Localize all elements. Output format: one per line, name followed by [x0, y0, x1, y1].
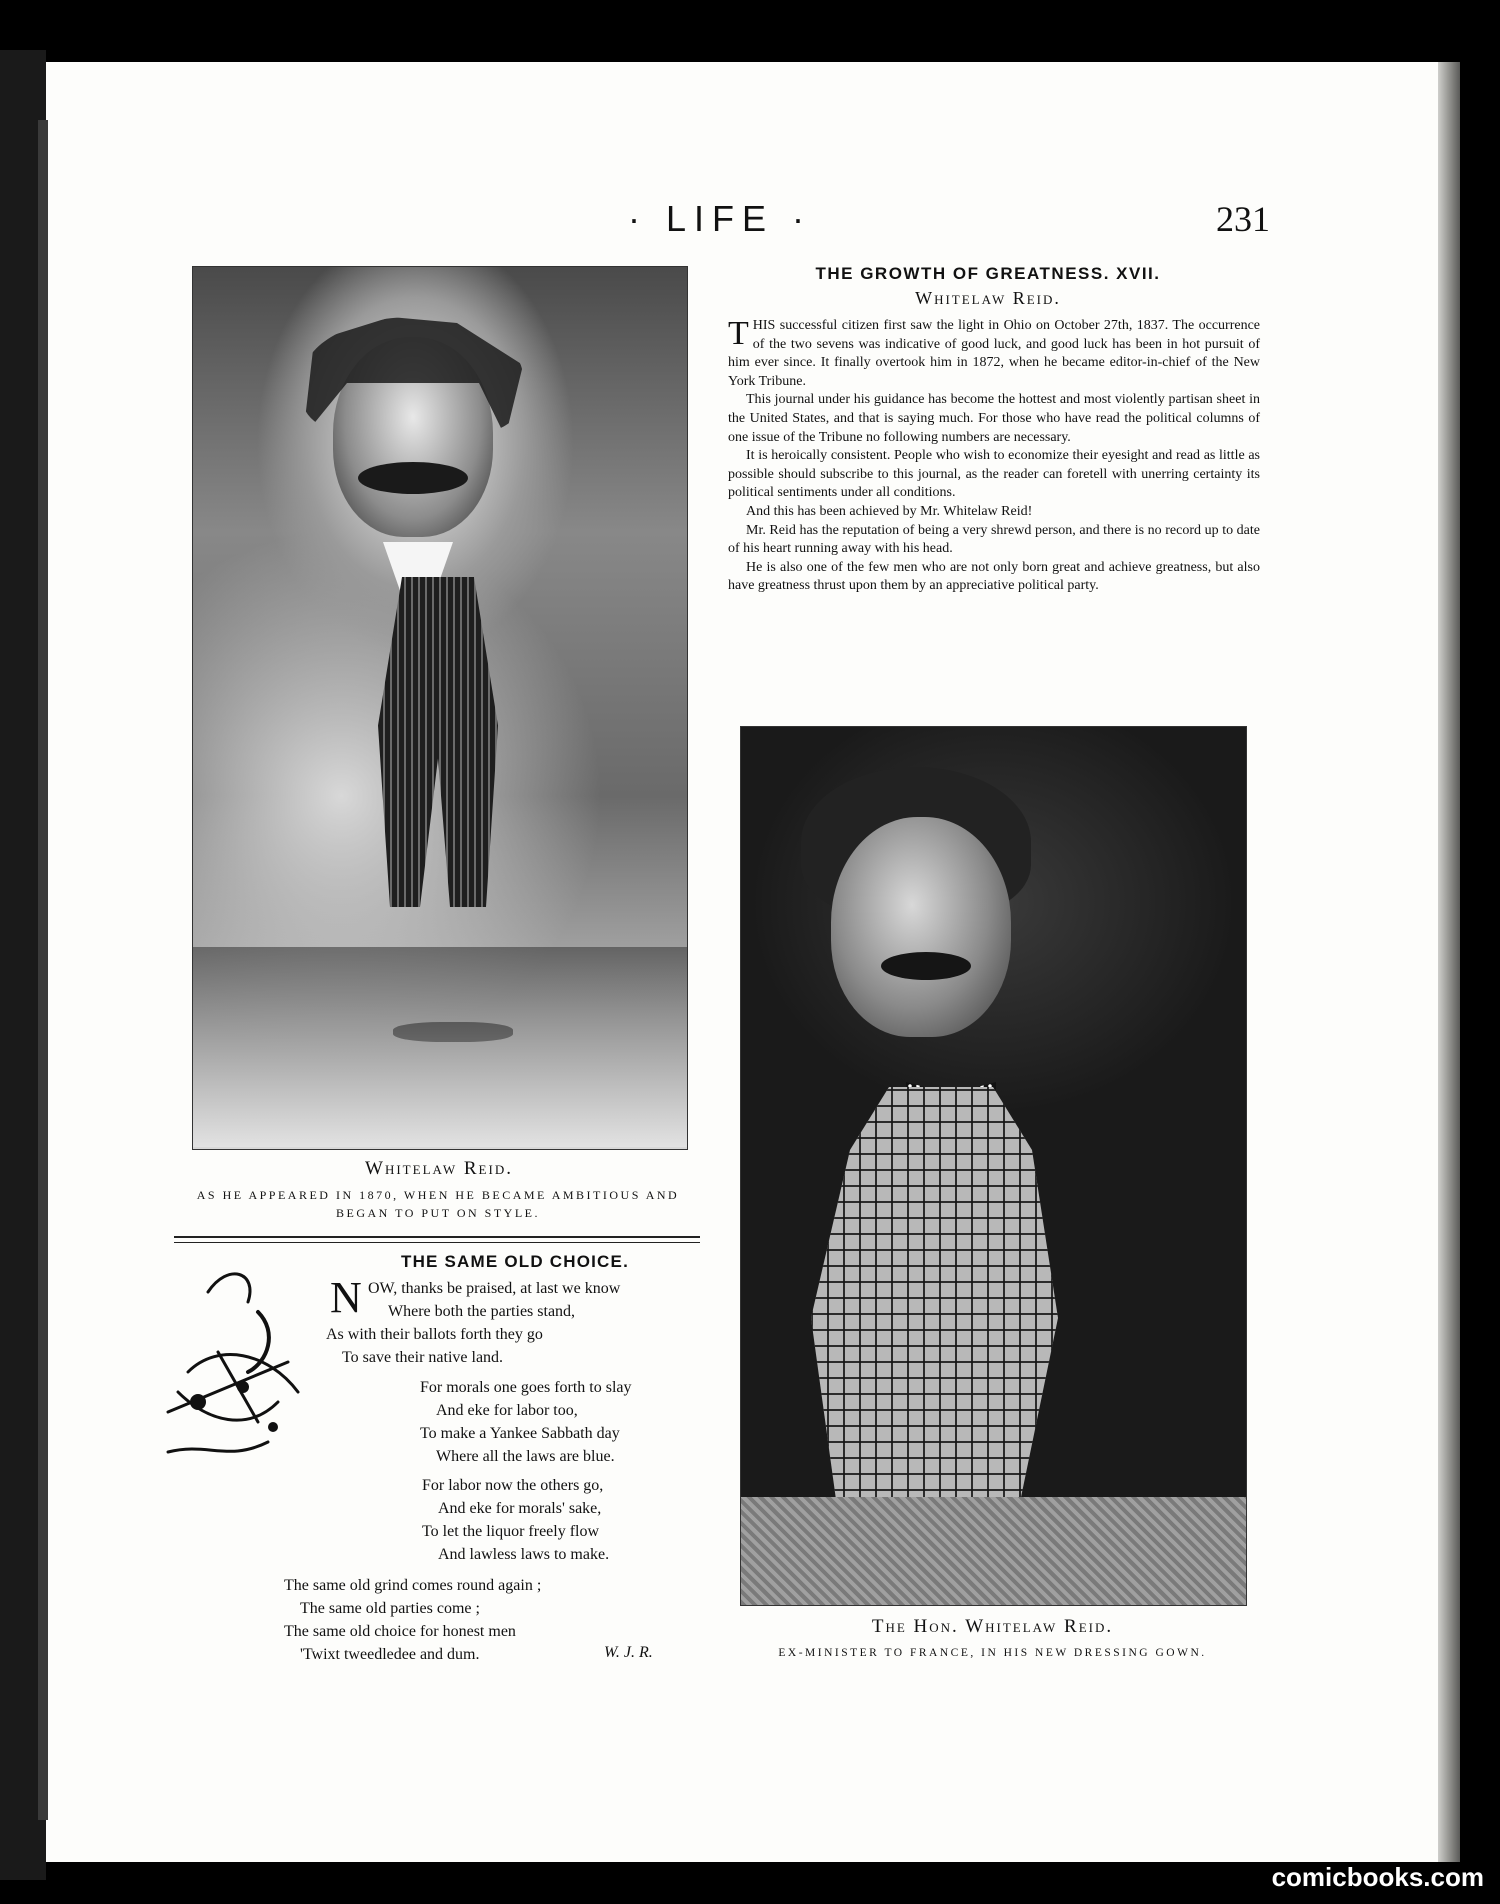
article-paragraph: And this has been achieved by Mr. Whitelaw Reid! [746, 503, 1033, 519]
photo-whitelaw-reid-standing [192, 266, 688, 1150]
poem-line: To save their native land. [342, 1349, 504, 1366]
poem-title: THE SAME OLD CHOICE. [400, 1252, 629, 1271]
article-body [728, 317, 1260, 596]
poem-line: For morals one goes forth to slay [420, 1379, 632, 1396]
right-photo-caption: EX-MINISTER TO FRANCE, IN HIS NEW DRESSING GOWN. [778, 1647, 1207, 1659]
article-title: THE GROWTH OF GREATNESS. XVII. [815, 264, 1161, 283]
poem-line: 'Twixt tweedledee and dum. [300, 1646, 480, 1663]
poem-line: And eke for labor too, [436, 1402, 578, 1419]
right-photo-title: The Hon. Whitelaw Reid. [871, 1616, 1114, 1637]
poem-dropcap: N [330, 1273, 362, 1322]
article-paragraph: This journal under his guidance has become the hottest and most violently partisan sheet in the United States, and that is saying much. For those who have read the political columns of one issue of the Tribune no following numbers are necessary. [728, 392, 1260, 445]
figure-mustache [358, 462, 468, 494]
poem-stanza-4 [284, 1574, 541, 1666]
poem-stanza-3 [422, 1474, 609, 1566]
poem-stanza-1 [326, 1273, 621, 1369]
masthead: · LIFE · [627, 198, 812, 239]
page-number: 231 [1216, 199, 1270, 239]
figure-plaid-gown [811, 1087, 1071, 1507]
poem-line: For labor now the others go, [422, 1477, 604, 1494]
page-header [0, 198, 1500, 244]
photo-whitelaw-reid-seated [740, 726, 1247, 1606]
poem-line: OW, thanks be praised, at last we know [368, 1280, 621, 1297]
article-dropcap: T [728, 315, 749, 352]
floor-rug [741, 1497, 1246, 1605]
poem-line: The same old parties come ; [300, 1600, 480, 1617]
poem-line: As with their ballots forth they go [326, 1326, 543, 1343]
poem-line: Where all the laws are blue. [436, 1448, 615, 1465]
article-paragraph: He is also one of the few men who are not only born great and achieve greatness, but also have greatness thrust upon them by an appreciative political party. [728, 559, 1260, 594]
article-subtitle: Whitelaw Reid. [915, 288, 1061, 308]
sketch-illustration [148, 1252, 328, 1552]
poem-line: To make a Yankee Sabbath day [420, 1425, 620, 1442]
article-paragraph: It is heroically consistent. People who wish to economize their eyesight and read as little as possible should subscribe to this journal, as the reader can foretell with unerring certainty its political sentiments under all conditions. [728, 448, 1260, 501]
figure-mustache [881, 952, 971, 980]
poem-author: W. J. R. [604, 1644, 653, 1661]
poem-stanza-2 [420, 1376, 632, 1468]
poem-line: Where both the parties stand, [388, 1303, 576, 1320]
section-divider [174, 1236, 700, 1243]
poem-line: The same old choice for honest men [284, 1623, 516, 1640]
watermark: comicbooks.com [1271, 1862, 1484, 1892]
article-paragraph: Mr. Reid has the reputation of being a very shrewd person, and there is no record up to date of his heart running away with his head. [728, 522, 1260, 557]
left-photo-caption-line2: BEGAN TO PUT ON STYLE. [335, 1206, 540, 1220]
figure-striped-suit [378, 577, 498, 907]
left-photo-caption-line1: AS HE APPEARED IN 1870, WHEN HE BECAME AMBITIOUS AND [196, 1188, 680, 1202]
page-spine [1438, 62, 1460, 1862]
poem-line: And lawless laws to make. [438, 1546, 610, 1563]
poem-line: The same old grind comes round again ; [284, 1577, 542, 1594]
ground [193, 947, 687, 1147]
figure-head [831, 817, 1011, 1037]
article-paragraph: THIS successful citizen first saw the light in Ohio on October 27th, 1837. The occurrence of the two sevens was indicative of good luck, and good luck has been in hot pursuit of him ever since. It finally overtook him in 1872, when he became editor-in-chief of the New York Tribune. [728, 315, 1260, 389]
left-photo-title: Whitelaw Reid. [365, 1158, 513, 1179]
poem-line: To let the liquor freely flow [422, 1523, 600, 1540]
page-gutter-shadow [38, 120, 48, 1820]
poem-line: And eke for morals' sake, [438, 1500, 602, 1517]
